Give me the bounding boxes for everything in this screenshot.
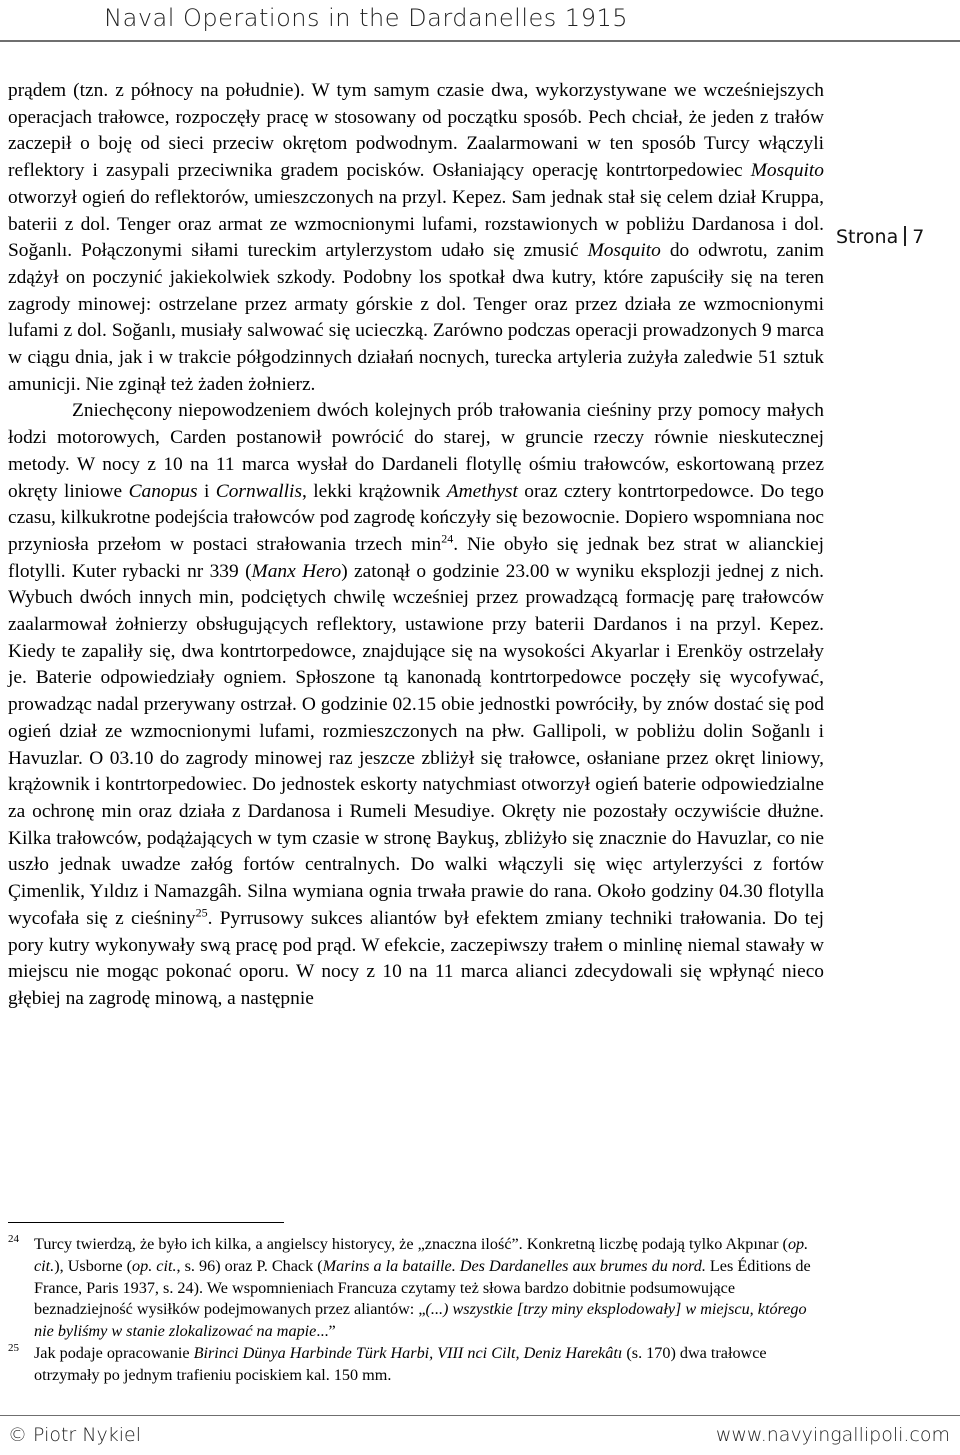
text-run: , s. 96) oraz P. Chack ( [176, 1256, 323, 1275]
footnotes [8, 1234, 824, 1387]
text-run: Jak podaje opracowanie [34, 1343, 194, 1362]
footnote-number: 25 [8, 1341, 19, 1354]
ship-name: Cornwallis [215, 480, 302, 502]
text-run: prądem (tzn. z północy na południe). W tym samym czasie dwa, wykorzystywane we wcześniejszych operacjach trałowce, rozpoczęły pracę w stosowany od początku sposób. Pech chciał, że jeden z trałów zaczepił o boję od sieci przeciw okrętom podwodnym. Zaalarmowani w ten sposób Turcy włączyli reflektory i zasypali przeciwnika gradem pocisków. Osłaniający operację kontrtorpedowiec [8, 80, 824, 182]
text-run: (s. 170) dwa trałowce otrzymały po jednym trafieniu pociskiem kal. 150 mm. [34, 1343, 767, 1384]
text-run: , lekki krążownik [302, 480, 447, 502]
page-label-separator [904, 226, 906, 246]
book-title: Marins a la bataille. Des Dardanelles aux brumes du nord. [322, 1256, 706, 1275]
text-run: . Pyrrusowy sukces aliantów był efektem zmiany techniki trałowania. Do tej pory kutry wykonywały swą pracę pod prąd. W efekcie, zaczepiwszy trałem o minlinę niemal stawały w miejscu nie mogąc pokonać oporu. W nocy z 10 na 11 marca alianci zdecydowali się wpłynąć nieco głębiej na zagrodę minową, a następnie [8, 907, 824, 1009]
text-run: Les Éditions de France, Paris 1937, s. 24). We wspomnieniach Francuza czytamy też słowa bardzo dobitnie podsumowujące beznadziejność wysiłków podejmowanych przez aliantów: „ [34, 1256, 811, 1319]
page-number-label [836, 226, 924, 248]
text-run: ) zatonął o godzinie 23.00 w wyniku eksplozji jednej z nich. Wybuch dwóch innych min, podciętych chwilę wcześniej przez prowadzącą formację parę trałowców zaalarmował żołnierzy obsługujących reflektory, ustawione przy baterii Dardanos i na przyl. Kepez. Kiedy te zapaliły się, dwa kontrtorpedowce, znajdujące się na wysokości Akyarlar i Erenköy ostrzelały je. Baterie odpowiedziały ogniem. Spłoszone tą kanonadą kontrtorpedowce poczęły się wycofywać, prowadząc nadal przerywany ostrzał. O godzinie 02.15 obie jednostki powróciły, by znów dostać się pod ogień dział ze wzmocnionymi lufami, rozmieszczonych na płw. Gallipoli, w pobliżu dolin Soğanlı i Havuzlar. O 03.10 do zagrody minowej raz jeszcze zbliżył się trałowce, osłaniane przez okręt liniowy, krążownik i kontrtorpedowiec. Do jednostek eskorty natychmiast otworzył ogień baterie odpowiedzialne za ochronę min oraz działa z Dardanosa i Rumeli Mesudiye. Okręty nie pozostały oczywiście dłużne. Kilka trałowców, podążających w tym czasie w stronę Baykuş, zbliżyło się znacznie do Havuzlar, co nie uszło jednak uwadze załóg fortów centralnych. Do walki włączyli się więc artylerzyści z fortów Çimenlik, Yıldız i Namazgâh. Silna wymiana ognia trwała prawie do rana. Około godziny 04.30 flotylla wycofała się z cieśniny [8, 560, 824, 929]
text-run: otworzył ogień do reflektorów, umieszczonych na przyl. Kepez. Sam jednak stał się celem dział Kruppa, baterii z dol. Tenger oraz armat ze wzmocnionymi lufami, rozstawionych w pobliżu Dardanosa i dol. Soğanlı. Połączonymi siłami tureckim artylerzystom udało się zmusić [8, 186, 824, 262]
text-run: ), Usborne ( [54, 1256, 133, 1275]
text-run: i [197, 480, 216, 502]
footnote-divider [8, 1222, 284, 1223]
main-text [8, 78, 824, 1013]
footnote-ref-24[interactable]: 24 [441, 531, 454, 546]
header-divider [0, 40, 960, 42]
text-run: oraz cztery kontrtorpedowce. Do tego czasu, kilkukrotne podejścia trałowców pod zagrodę kończyły się bezowocnie. Dopiero wspomniana noc przyniosła przełom w postaci strałowania trzech min [8, 480, 824, 555]
citation: op. cit. [132, 1256, 177, 1275]
text-run: ...” [316, 1322, 336, 1341]
running-header-title: Naval Operations in the Dardanelles 1915 [104, 4, 628, 32]
ship-name: Canopus [128, 480, 198, 502]
quotation: (...) wszystkie [trzy miny eksplodowały] w miejscu, którego nie byliśmy w stanie zlokalizować na mapie [34, 1300, 807, 1341]
paragraph-1 [8, 78, 824, 398]
ship-name: Manx Hero [251, 560, 342, 582]
footer-author: © Piotr Nykiel [8, 1424, 141, 1446]
footnote-ref-25[interactable]: 25 [195, 905, 208, 920]
footnote-number: 24 [8, 1233, 19, 1245]
footnote-24 [8, 1234, 824, 1343]
ship-name: Mosquito [587, 240, 661, 262]
paragraph-2 [8, 398, 824, 1012]
page-label-text: Strona [836, 226, 899, 248]
page-number: 7 [912, 226, 925, 248]
text-run: Zniechęcony niepowodzeniem dwóch kolejnych prób trałowania cieśniny przy pomocy małych łodzi motorowych, Carden postanowił powrócić do starej, w gruncie rzeczy równie nieskutecznej metody. W nocy z 10 na 11 marca wysłał do Dardaneli flotyllę ośmiu trałowców, eskortowaną przez okręty liniowe [8, 400, 824, 502]
footnote-25 [8, 1343, 824, 1387]
ship-name: Mosquito [750, 160, 824, 182]
text-run: do odwrotu, zanim zdążył on poczynić jakiekolwiek szkody. Podobny los spotkał dwa kutry, które zapuściły się na teren zagrody minowej: ostrzelane przez armaty górskie z dol. Tenger oraz przez działa ze wzmocnionymi lufami z dol. Soğanlı, musiały salwować się ucieczką. Zarówno podczas operacji prowadzonych 9 marca w ciągu dnia, jak i w trakcie półgodzinnych działań nocnych, turecka artyleria zużyła zaledwie 51 sztuk amunicji. Nie zginął też żaden żołnierz. [8, 240, 824, 395]
book-title: Birinci Dünya Harbinde Türk Harbi, VIII nci Cilt, Deniz Harekâtı [193, 1343, 623, 1362]
text-run: . Nie obyło się jednak bez strat w alianckiej flotylli. Kuter rybacki nr 339 ( [8, 533, 824, 582]
footer-website-link[interactable]: www.navyingallipoli.com [715, 1424, 950, 1446]
citation: op. cit. [34, 1235, 809, 1275]
footer-divider [0, 1415, 960, 1416]
text-run: Turcy twierdzą, że było ich kilka, a angielscy historycy, że „znaczna ilość”. Konkretną liczbę podają tylko Akpınar ( [34, 1235, 788, 1253]
ship-name: Amethyst [446, 480, 518, 502]
